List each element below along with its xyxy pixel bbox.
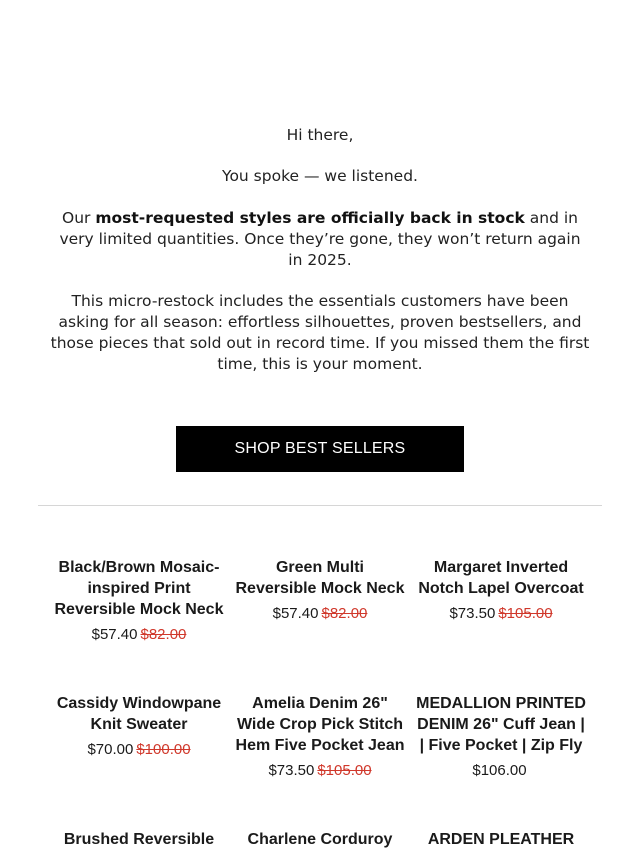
product-card[interactable] (416, 829, 586, 850)
intro-line-text: You spoke — we listened. (222, 167, 418, 185)
micro-restock-paragraph (50, 291, 590, 375)
original-price: $100.00 (136, 741, 191, 758)
product-price (54, 625, 224, 645)
sale-price: $70.00 (87, 741, 134, 758)
greeting-text: Hi there, (286, 126, 354, 144)
original-price: $105.00 (498, 605, 553, 622)
product-name[interactable]: Cassidy Windowpane Knit Sweater (56, 695, 222, 733)
product-name[interactable]: Charlene Corduroy (247, 831, 393, 848)
restock-post: and in very limited quantities. Once they’re gone, they won’t return again in 2025. (59, 209, 581, 269)
product-price (235, 604, 405, 624)
original-price: $82.00 (321, 605, 368, 622)
sale-price: $57.40 (272, 605, 319, 622)
product-name[interactable]: Black/Brown Mosaic-inspired Print Reversible Mock Neck (54, 559, 224, 618)
product-card[interactable] (54, 829, 224, 850)
section-divider (38, 505, 602, 506)
product-price (54, 740, 224, 760)
product-name[interactable]: Margaret Inverted Notch Lapel Overcoat (418, 559, 584, 597)
product-price (235, 761, 405, 781)
original-price: $82.00 (140, 626, 187, 643)
intro-line (50, 166, 590, 187)
restock-paragraph (50, 208, 590, 271)
product-price (416, 761, 586, 781)
original-price: $105.00 (317, 762, 372, 779)
micro-restock-text: This micro-restock includes the essentials customers have been asking for all season: effortless silhouettes, proven bestsellers, and those pieces that sold out in record time. If you missed them the first time, this is your moment. (50, 292, 590, 373)
product-card[interactable] (416, 557, 586, 624)
product-name[interactable]: ARDEN PLEATHER (427, 831, 575, 848)
product-name[interactable]: Amelia Denim 26" Wide Crop Pick Stitch Hem Five Pocket Jean (235, 695, 405, 754)
sale-price: $106.00 (472, 762, 527, 779)
sale-price: $73.50 (449, 605, 496, 622)
product-card[interactable] (235, 829, 405, 850)
product-card[interactable] (54, 693, 224, 760)
sale-price: $57.40 (91, 626, 138, 643)
restock-highlight: most-requested styles are officially back in stock (95, 209, 525, 227)
greeting (50, 125, 590, 146)
product-name[interactable]: MEDALLION PRINTED DENIM 26" Cuff Jean | | Five Pocket | Zip Fly (416, 695, 586, 754)
product-price (416, 604, 586, 624)
product-name[interactable]: Green Multi Reversible Mock Neck (235, 559, 405, 597)
product-card[interactable] (235, 557, 405, 624)
sale-price: $73.50 (268, 762, 315, 779)
product-card[interactable] (235, 693, 405, 781)
product-name[interactable]: Brushed Reversible (63, 831, 215, 848)
restock-pre: Our (62, 209, 96, 227)
product-card[interactable] (416, 693, 586, 781)
product-card[interactable] (54, 557, 224, 645)
shop-best-sellers-button[interactable]: SHOP BEST SELLERS (176, 426, 464, 472)
